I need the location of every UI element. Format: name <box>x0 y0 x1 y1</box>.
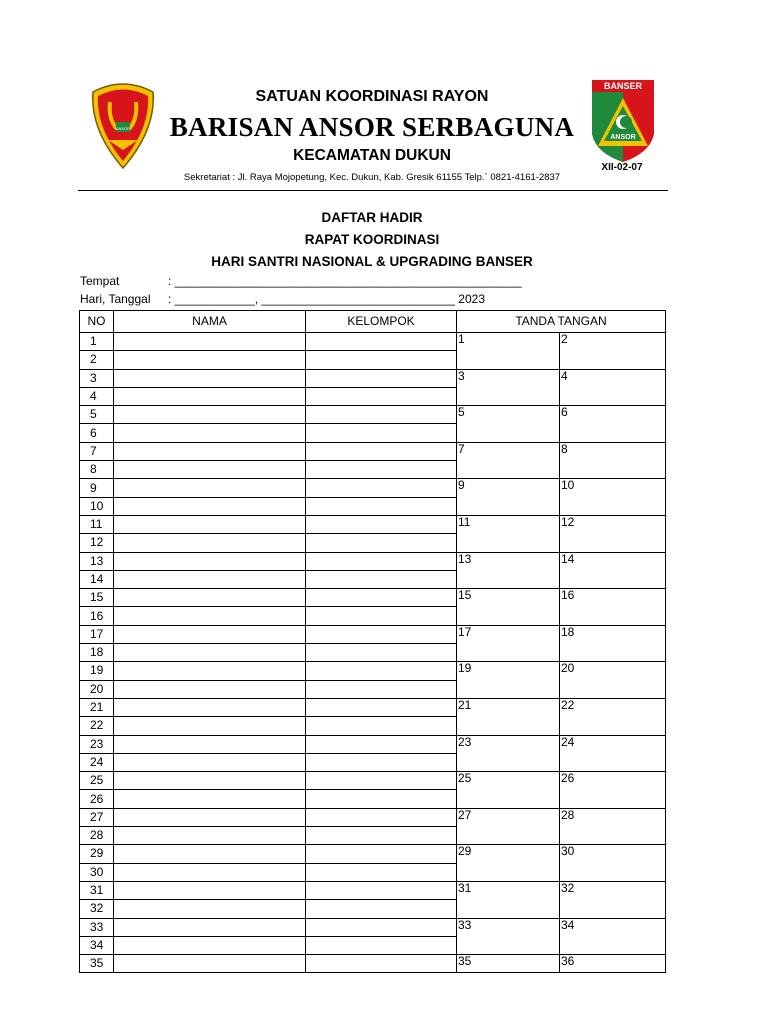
group-cell[interactable] <box>306 387 457 405</box>
signature-cell[interactable]: 20 <box>560 662 666 699</box>
signature-cell[interactable]: 30 <box>560 845 666 882</box>
group-cell[interactable] <box>306 845 457 863</box>
signature-cell[interactable]: 11 <box>457 515 560 552</box>
name-cell[interactable] <box>114 333 306 351</box>
name-cell[interactable] <box>114 717 306 735</box>
name-cell[interactable] <box>114 589 306 607</box>
row-number: 1 <box>80 333 114 351</box>
ansor-logo-text: ANSOR <box>610 134 636 141</box>
row-number: 32 <box>80 900 114 918</box>
name-cell[interactable] <box>114 918 306 936</box>
group-cell[interactable] <box>306 863 457 881</box>
signature-cell[interactable]: 21 <box>457 698 560 735</box>
row-number: 18 <box>80 644 114 662</box>
group-cell[interactable] <box>306 333 457 351</box>
name-cell[interactable] <box>114 936 306 954</box>
signature-cell[interactable]: 35 <box>457 955 560 973</box>
group-cell[interactable] <box>306 424 457 442</box>
table-row <box>80 808 666 826</box>
group-cell[interactable] <box>306 552 457 570</box>
signature-cell[interactable]: 14 <box>560 552 666 589</box>
signature-cell[interactable]: 16 <box>560 589 666 626</box>
name-cell[interactable] <box>114 644 306 662</box>
name-cell[interactable] <box>114 772 306 790</box>
signature-cell[interactable]: 18 <box>560 625 666 662</box>
name-cell[interactable] <box>114 827 306 845</box>
name-cell[interactable] <box>114 351 306 369</box>
col-header-signature: TANDA TANGAN <box>457 311 666 333</box>
name-cell[interactable] <box>114 881 306 899</box>
table-row <box>80 333 666 351</box>
header-org-name: BARISAN ANSOR SERBAGUNA <box>169 112 575 142</box>
group-cell[interactable] <box>306 497 457 515</box>
name-cell[interactable] <box>114 387 306 405</box>
row-number: 35 <box>80 955 114 973</box>
name-cell[interactable] <box>114 607 306 625</box>
group-cell[interactable] <box>306 735 457 753</box>
group-cell[interactable] <box>306 406 457 424</box>
name-cell[interactable] <box>114 662 306 680</box>
signature-cell[interactable]: 3 <box>457 369 560 406</box>
place-field[interactable]: : ____________________________________________________ <box>168 274 522 288</box>
row-number: 9 <box>80 479 114 497</box>
signature-cell[interactable]: 13 <box>457 552 560 589</box>
row-number: 7 <box>80 442 114 460</box>
row-number: 16 <box>80 607 114 625</box>
name-cell[interactable] <box>114 515 306 533</box>
signature-cell[interactable]: 19 <box>457 662 560 699</box>
date-label: Hari, Tanggal <box>80 292 151 306</box>
row-number: 19 <box>80 662 114 680</box>
name-cell[interactable] <box>114 753 306 771</box>
row-number: 14 <box>80 570 114 588</box>
row-number: 4 <box>80 387 114 405</box>
row-number: 23 <box>80 735 114 753</box>
name-cell[interactable] <box>114 680 306 698</box>
signature-cell[interactable]: 34 <box>560 918 666 955</box>
group-cell[interactable] <box>306 442 457 460</box>
table-row <box>80 406 666 424</box>
signature-cell[interactable]: 26 <box>560 772 666 809</box>
signature-cell[interactable]: 36 <box>560 955 666 973</box>
row-number: 22 <box>80 717 114 735</box>
row-number: 6 <box>80 424 114 442</box>
header-line-3: KECAMATAN DUKUN <box>293 147 451 164</box>
signature-cell[interactable]: 9 <box>457 479 560 516</box>
row-number: 26 <box>80 790 114 808</box>
group-cell[interactable] <box>306 534 457 552</box>
row-number: 28 <box>80 827 114 845</box>
group-cell[interactable] <box>306 515 457 533</box>
name-cell[interactable] <box>114 369 306 387</box>
row-number: 2 <box>80 351 114 369</box>
group-cell[interactable] <box>306 790 457 808</box>
signature-cell[interactable]: 17 <box>457 625 560 662</box>
left-logo-text: ANSOR <box>115 126 131 131</box>
table-row <box>80 881 666 899</box>
group-cell[interactable] <box>306 570 457 588</box>
group-cell[interactable] <box>306 936 457 954</box>
table-row <box>80 479 666 497</box>
ansor-shield-logo <box>88 80 158 170</box>
row-number: 20 <box>80 680 114 698</box>
group-cell[interactable] <box>306 827 457 845</box>
attendance-table <box>79 310 666 973</box>
signature-cell[interactable]: 12 <box>560 515 666 552</box>
table-row <box>80 589 666 607</box>
row-number: 29 <box>80 845 114 863</box>
name-cell[interactable] <box>114 406 306 424</box>
signature-cell[interactable]: 25 <box>457 772 560 809</box>
group-cell[interactable] <box>306 808 457 826</box>
place-label: Tempat <box>80 274 120 288</box>
name-cell[interactable] <box>114 845 306 863</box>
name-cell[interactable] <box>114 735 306 753</box>
table-row <box>80 369 666 387</box>
group-cell[interactable] <box>306 753 457 771</box>
row-number: 12 <box>80 534 114 552</box>
name-cell[interactable] <box>114 552 306 570</box>
row-number: 34 <box>80 936 114 954</box>
table-row <box>80 845 666 863</box>
row-number: 21 <box>80 698 114 716</box>
doc-event: HARI SANTRI NASIONAL & UPGRADING BANSER <box>211 254 533 269</box>
row-number: 15 <box>80 589 114 607</box>
signature-cell[interactable]: 5 <box>457 406 560 443</box>
name-cell[interactable] <box>114 808 306 826</box>
col-header-no: NO <box>80 311 114 333</box>
row-number: 25 <box>80 772 114 790</box>
signature-cell[interactable]: 29 <box>457 845 560 882</box>
name-cell[interactable] <box>114 790 306 808</box>
group-cell[interactable] <box>306 772 457 790</box>
table-header-row <box>80 311 666 333</box>
table-row <box>80 552 666 570</box>
group-cell[interactable] <box>306 680 457 698</box>
name-cell[interactable] <box>114 479 306 497</box>
row-number: 11 <box>80 515 114 533</box>
header-divider <box>78 190 668 191</box>
row-number: 10 <box>80 497 114 515</box>
group-cell[interactable] <box>306 698 457 716</box>
name-cell[interactable] <box>114 698 306 716</box>
group-cell[interactable] <box>306 461 457 479</box>
signature-cell[interactable]: 22 <box>560 698 666 735</box>
doc-subtitle: RAPAT KOORDINASI <box>304 232 440 247</box>
signature-cell[interactable]: 6 <box>560 406 666 443</box>
header-line-1: SATUAN KOORDINASI RAYON <box>255 88 489 105</box>
table-row <box>80 662 666 680</box>
group-cell[interactable] <box>306 662 457 680</box>
name-cell[interactable] <box>114 534 306 552</box>
signature-cell[interactable]: 15 <box>457 589 560 626</box>
name-cell[interactable] <box>114 955 306 973</box>
group-cell[interactable] <box>306 644 457 662</box>
group-cell[interactable] <box>306 369 457 387</box>
date-field[interactable]: : ____________, _____________________________ 2023 <box>168 292 485 306</box>
signature-cell[interactable]: 24 <box>560 735 666 772</box>
row-number: 13 <box>80 552 114 570</box>
group-cell[interactable] <box>306 351 457 369</box>
row-number: 17 <box>80 625 114 643</box>
group-cell[interactable] <box>306 918 457 936</box>
row-number: 30 <box>80 863 114 881</box>
table-row <box>80 698 666 716</box>
group-cell[interactable] <box>306 717 457 735</box>
signature-cell[interactable]: 8 <box>560 442 666 479</box>
name-cell[interactable] <box>114 900 306 918</box>
group-cell[interactable] <box>306 589 457 607</box>
name-cell[interactable] <box>114 863 306 881</box>
signature-cell[interactable]: 4 <box>560 369 666 406</box>
row-number: 27 <box>80 808 114 826</box>
table-row <box>80 955 666 973</box>
group-cell[interactable] <box>306 881 457 899</box>
signature-cell[interactable]: 32 <box>560 881 666 918</box>
row-number: 31 <box>80 881 114 899</box>
row-number: 5 <box>80 406 114 424</box>
header-address: Sekretariat : Jl. Raya Mojopetung, Kec. Dukun, Kab. Gresik 61155 Telp.` 0821-4161-2837 <box>183 172 561 183</box>
group-cell[interactable] <box>306 479 457 497</box>
name-cell[interactable] <box>114 461 306 479</box>
signature-cell[interactable]: 27 <box>457 808 560 845</box>
col-header-nama: NAMA <box>114 311 306 333</box>
group-cell[interactable] <box>306 607 457 625</box>
name-cell[interactable] <box>114 570 306 588</box>
signature-cell[interactable]: 1 <box>457 333 560 370</box>
table-row <box>80 625 666 643</box>
row-number: 8 <box>80 461 114 479</box>
table-row <box>80 772 666 790</box>
group-cell[interactable] <box>306 900 457 918</box>
table-row <box>80 918 666 936</box>
signature-cell[interactable]: 2 <box>560 333 666 370</box>
signature-cell[interactable]: 10 <box>560 479 666 516</box>
banser-banner-text: BANSER <box>603 81 643 91</box>
signature-cell[interactable]: 28 <box>560 808 666 845</box>
name-cell[interactable] <box>114 497 306 515</box>
row-number: 24 <box>80 753 114 771</box>
group-cell[interactable] <box>306 625 457 643</box>
col-header-kelompok: KELOMPOK <box>306 311 457 333</box>
name-cell[interactable] <box>114 625 306 643</box>
table-row <box>80 735 666 753</box>
table-row <box>80 515 666 533</box>
doc-title: DAFTAR HADIR <box>321 210 423 225</box>
name-cell[interactable] <box>114 442 306 460</box>
row-number: 33 <box>80 918 114 936</box>
signature-cell[interactable]: 31 <box>457 881 560 918</box>
org-code: XII-02-07 <box>601 162 643 173</box>
table-row <box>80 442 666 460</box>
row-number: 3 <box>80 369 114 387</box>
signature-cell[interactable]: 33 <box>457 918 560 955</box>
name-cell[interactable] <box>114 424 306 442</box>
group-cell[interactable] <box>306 955 457 973</box>
signature-cell[interactable]: 7 <box>457 442 560 479</box>
signature-cell[interactable]: 23 <box>457 735 560 772</box>
